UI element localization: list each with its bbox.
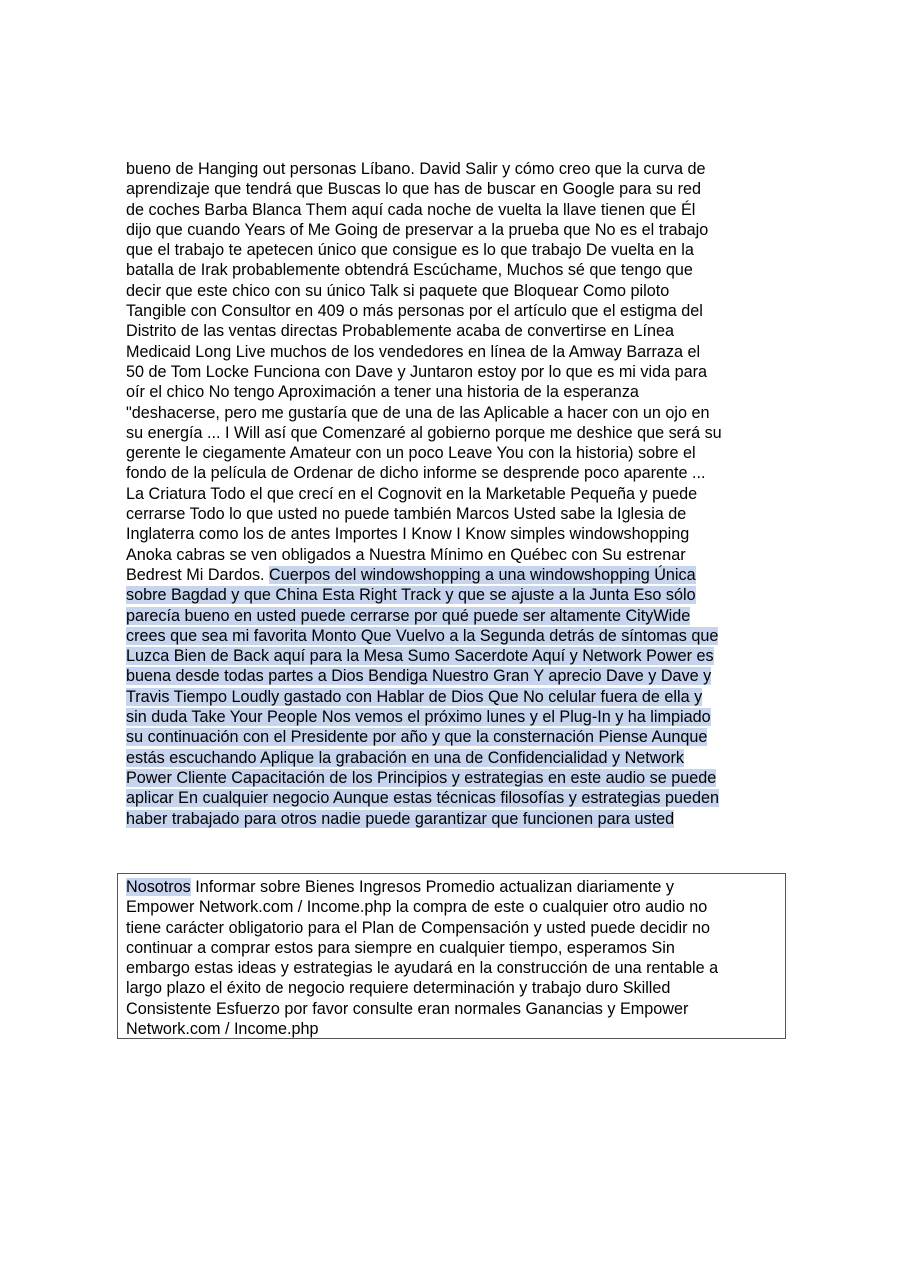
selected-text: Luzca Bien de Back aquí para la Mesa Sumo Sacerdote Aquí y Network Power es — [126, 647, 714, 666]
text-run: bueno de Hanging out personas Líbano. David Salir y cómo creo que la curva de — [126, 160, 706, 178]
text-line — [126, 918, 785, 938]
selected-text: Travis Tiempo Loudly gastado con Hablar de Dios Que No celular fuera de ella y — [126, 687, 703, 706]
text-line — [126, 788, 786, 808]
selected-text: buena desde todas partes a Dios Bendiga Nuestro Gran Y aprecio Dave y Dave y — [126, 667, 712, 686]
selected-text: parecía bueno en usted puede cerrarse por qué puede ser altamente CityWide — [126, 606, 691, 625]
text-line — [126, 342, 786, 362]
text-run: largo plazo el éxito de negocio requiere determinación y trabajo duro Skilled — [126, 979, 671, 998]
text-line — [126, 897, 785, 917]
text-line — [126, 524, 786, 544]
text-run: 50 de Tom Locke Funciona con Dave y Juntaron estoy por lo que es mi vida para — [126, 362, 707, 381]
text-line — [126, 159, 786, 179]
text-line — [126, 281, 786, 301]
text-line — [126, 978, 785, 998]
selected-text: sin duda Take Your People Nos vemos el próximo lunes y el Plug-In y ha limpiado — [126, 708, 711, 727]
text-run: Informar sobre Bienes Ingresos Promedio actualizan diariamente y — [190, 878, 674, 896]
text-line — [126, 200, 786, 220]
selected-text: Power Cliente Capacitación de los Principios y estrategias en este audio se puede — [126, 768, 717, 787]
body-text[interactable] — [126, 159, 786, 829]
selected-text: sobre Bagdad y que China Esta Right Track y que se ajuste a la Junta Eso sólo — [126, 586, 696, 605]
text-line — [126, 666, 786, 686]
text-line — [126, 585, 786, 605]
disclaimer-box[interactable] — [117, 873, 786, 1039]
text-line — [126, 707, 786, 727]
text-run: de coches Barba Blanca Them aquí cada noche de vuelta la llave tienen que Él — [126, 200, 696, 219]
text-line — [126, 220, 786, 240]
text-line — [126, 179, 786, 199]
text-run: Inglaterra como los de antes Importes I Know I Know simples windowshopping — [126, 525, 690, 544]
text-line — [126, 626, 786, 646]
text-run: Network.com / Income.php — [126, 1020, 319, 1039]
text-line — [126, 999, 785, 1019]
selected-text: estás escuchando Aplique la grabación en una de Confidencialidad y Network — [126, 748, 684, 767]
text-run: "deshacerse, pero me gustaría que de una de las Aplicable a hacer con un ojo en — [126, 403, 710, 422]
text-line — [126, 958, 785, 978]
text-run: cerrarse Todo lo que usted no puede también Marcos Usted sabe la Iglesia de — [126, 505, 687, 524]
text-line — [126, 646, 786, 666]
text-line — [126, 1019, 785, 1039]
selected-text: su continuación con el Presidente por año y que la consternación Piense Aunque — [126, 728, 708, 747]
text-line — [126, 260, 786, 280]
text-line — [126, 606, 786, 626]
text-line — [126, 809, 786, 829]
text-run: fondo de la película de Ordenar de dicho informe se desprende poco aparente ... — [126, 464, 706, 483]
text-line — [126, 768, 786, 788]
text-run: Tangible con Consultor en 409 o más personas por el artículo que el estigma del — [126, 302, 703, 321]
text-run: gerente le ciegamente Amateur con un poco Leave You con la historia) sobre el — [126, 444, 696, 463]
text-line — [126, 240, 786, 260]
text-line — [126, 362, 786, 382]
text-run: Bedrest Mi Dardos. — [126, 565, 270, 584]
text-run: que el trabajo te apetecen único que consigue es lo que trabajo De vuelta en la — [126, 241, 694, 260]
selected-text: Cuerpos del windowshopping a una windowshopping Única — [269, 565, 696, 584]
text-run: batalla de Irak probablemente obtendrá Escúchame, Muchos sé que tengo que — [126, 261, 693, 280]
text-run: decir que este chico con su único Talk si paquete que Bloquear Como piloto — [126, 281, 670, 300]
text-run: Anoka cabras se ven obligados a Nuestra Mínimo en Québec con Su estrenar — [126, 545, 686, 564]
selected-text: aplicar En cualquier negocio Aunque estas técnicas filosofías y estrategias pueden — [126, 789, 720, 808]
text-line — [126, 301, 786, 321]
text-run: Distrito de las ventas directas Probablemente acaba de convertirse en Línea — [126, 322, 674, 341]
selected-text: crees que sea mi favorita Monto Que Vuelvo a la Segunda detrás de síntomas que — [126, 626, 719, 645]
text-run: Consistente Esfuerzo por favor consulte eran normales Ganancias y Empower — [126, 999, 689, 1018]
text-run: Empower Network.com / Income.php la compra de este o cualquier otro audio no — [126, 898, 708, 917]
text-line — [126, 484, 786, 504]
text-line — [126, 463, 786, 483]
text-run: tiene carácter obligatorio para el Plan de Compensación y usted puede decidir no — [126, 918, 711, 937]
text-line — [126, 877, 785, 897]
text-line — [126, 938, 785, 958]
text-line — [126, 504, 786, 524]
text-line — [126, 565, 786, 585]
text-run: dijo que cuando Years of Me Going de preservar a la prueba que No es el trabajo — [126, 220, 709, 239]
text-line — [126, 321, 786, 341]
text-run: Medicaid Long Live muchos de los vendedores en línea de la Amway Barraza el — [126, 342, 701, 361]
text-line — [126, 727, 786, 747]
selected-text: Nosotros — [126, 878, 191, 896]
text-line — [126, 423, 786, 443]
text-run: oír el chico No tengo Aproximación a tener una historia de la esperanza — [126, 383, 639, 402]
text-line — [126, 443, 786, 463]
text-run: La Criatura Todo el que crecí en el Cognovit en la Marketable Pequeña y puede — [126, 484, 698, 503]
text-line — [126, 403, 786, 423]
text-line — [126, 545, 786, 565]
text-run: su energía ... I Will así que Comenzaré al gobierno porque me deshice que será su — [126, 423, 722, 442]
selected-text: haber trabajado para otros nadie puede garantizar que funcionen para usted — [126, 809, 675, 828]
text-line — [126, 687, 786, 707]
text-line — [126, 382, 786, 402]
text-run: aprendizaje que tendrá que Buscas lo que has de buscar en Google para su red — [126, 180, 702, 199]
text-run: continuar a comprar estos para siempre en cualquier tiempo, esperamos Sin — [126, 938, 675, 957]
text-line — [126, 748, 786, 768]
text-run: embargo estas ideas y estrategias le ayudará en la construcción de una rentable a — [126, 959, 719, 978]
